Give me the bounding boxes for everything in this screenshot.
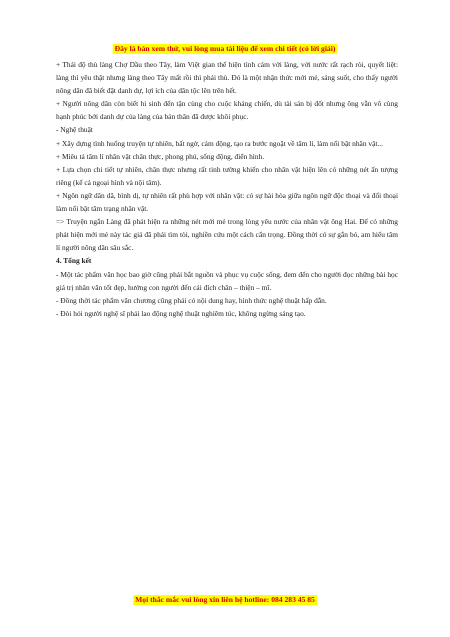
paragraph: + Miêu tả tâm lí nhân vật chân thực, phong phú, sống động, điển hình. [56, 151, 265, 161]
paragraph: - Nghệ thuật [56, 125, 93, 135]
paragraph: => Truyện ngắn Làng đã phát hiện ra những nét mới mẻ trong lòng yêu nước của nhân vật ông Hai. Để có những phát hiện mới mẻ này tác giả đã phải tìm tòi, nghiền cứu một cách cẩn trọng. Đồng thời có sự gắn bó, am hiểu tâm lí người nông dân sâu sắc. [56, 217, 398, 253]
paragraph: - Đồng thời tác phẩm văn chương cũng phải có nội dung hay, hình thức nghệ thuật hấp dẫn. [56, 295, 327, 305]
paragraph: - Đòi hỏi người nghệ sĩ phải lao động nghệ thuật nghiêm túc, không ngừng sáng tạo. [56, 308, 306, 318]
preview-notice-banner: Đây là bản xem thử, vui lòng mua tài liệu để xem chi tiết (có lời giải) [114, 44, 336, 53]
paragraph: + Lựa chọn chi tiết tự nhiên, chân thực nhưng rất tinh tường khiến cho nhân vật hiện lên có những nét ấn tượng riêng (kể cả ngoại hình và nội tâm). [56, 164, 398, 187]
document-body [56, 58, 398, 320]
paragraph: + Người nông dân còn biết hi sinh đến tận cùng cho cuộc kháng chiến, dù tài sản bị đốt nhưng ông vẫn vô cùng hạnh phúc bởi danh dự của làng của bản thân đã được khôi phục. [56, 99, 398, 122]
hotline-banner: Mọi thắc mắc vui lòng xin liên hệ hotline: 084 283 45 85 [135, 595, 315, 604]
section-heading: 4. Tổng kết [56, 256, 92, 266]
paragraph: + Thái độ thù làng Chợ Dầu theo Tây, làm Việt gian thể hiện tình cảm với làng, với nước rất rạch ròi, quyết liệt: làng thì yêu thật nhưng làng theo Tây mất rồi thì phải thù. Đó là một nhận thức mới mẻ, sáng suốt, cho thấy người nông dân đã biết đặt danh dự, lợi ích của dân tộc lên trên hết. [56, 60, 398, 96]
paragraph: + Xây dựng tình huống truyện tự nhiên, bất ngờ, cảm động, tạo ra bước ngoặt về tâm lí, làm nổi bật nhân vật... [56, 138, 383, 148]
paragraph: + Ngôn ngữ dân dã, bình dị, tự nhiên rất phù hợp với nhân vật: có sự hài hòa giữa ngôn ngữ độc thoại và đối thoại làm nổi bật tâm trạng nhân vật. [56, 190, 398, 214]
paragraph: - Một tác phẩm văn học bao giờ cũng phải bắt nguồn và phục vụ cuộc sống, đem đến cho người đọc những bài học giá trị nhân văn tốt đẹp, hướng con người đến cái đích chân – thiện – mĩ. [56, 269, 398, 292]
